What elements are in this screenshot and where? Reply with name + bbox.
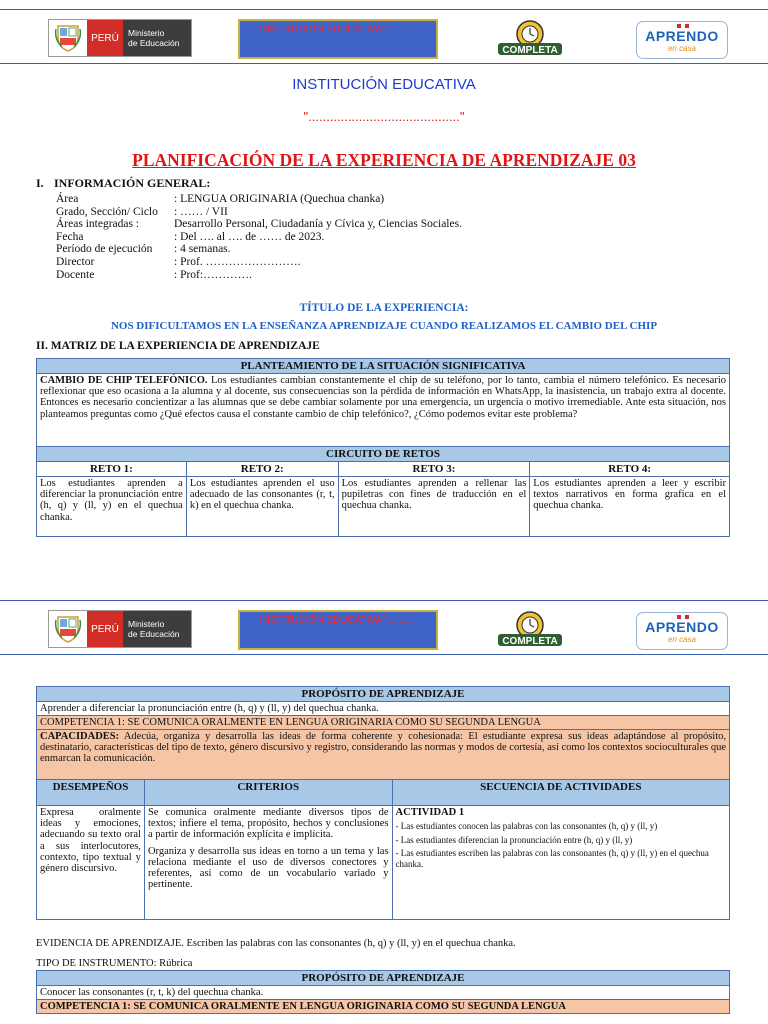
header-bottom-rule (0, 654, 768, 655)
institucion-box: INSTITUCIÓN EDUCATIVA "........." (238, 610, 438, 650)
header-top-rule (0, 600, 768, 601)
svg-text:COMPLETA: COMPLETA (502, 45, 558, 56)
reto-2-text: Los estudiantes aprenden el uso adecuado de las consonantes (r, t, k) en el quechua chanka. (186, 477, 338, 537)
reto-4-text: Los estudiantes aprenden a leer y escribir textos narrativos en forma grafica en el quechua chanka. (530, 477, 730, 537)
ministerio-label: Ministerio de Educación (123, 20, 191, 56)
flag-icon (677, 24, 689, 28)
desempenos-cell: Expresa oralmente ideas y emociones, adecuando su texto oral a sus interlocutores, contexto, tipo textual y género discursivo. (37, 806, 145, 920)
jornada-completa-logo (494, 19, 566, 61)
page-header-1 (0, 9, 768, 65)
matriz-table (36, 358, 730, 537)
page-header-2 (0, 600, 768, 656)
reto-4-label: RETO 4: (530, 462, 730, 477)
institucion-name-placeholder: ".........................................." (303, 109, 465, 124)
institucion-box: INSTITUCIÓN EDUCATIVA "........." (238, 19, 438, 59)
minedu-logo (48, 610, 192, 648)
flag-icon (677, 615, 689, 619)
secuencia-cell (392, 806, 729, 920)
experiencia-title: NOS DIFICULTAMOS EN LA ENSEÑANZA APRENDIZAJE CUANDO REALIZAMOS EL CAMBIO DEL CHIP (110, 320, 658, 332)
info-key: Director (56, 255, 95, 268)
reto-1-label: RETO 1: (37, 462, 187, 477)
info-key: Áreas integradas : (56, 218, 140, 231)
actividad-label: ACTIVIDAD 1 (395, 807, 465, 818)
reto-2-label: RETO 2: (186, 462, 338, 477)
proposito-table-2 (36, 970, 730, 1014)
info-value: Desarrollo Personal, Ciudadanía y Cívica y, Ciencias Sociales. (174, 218, 462, 231)
peru-shield-icon (49, 20, 87, 56)
criterios-header: CRITERIOS (144, 780, 392, 806)
experiencia-label: TÍTULO DE LA EXPERIENCIA: (299, 302, 469, 314)
peru-shield-icon (49, 611, 87, 647)
info-value: : 4 semanas. (174, 243, 231, 256)
general-info (56, 193, 462, 281)
info-key: Docente (56, 268, 95, 281)
jornada-completa-logo (494, 610, 566, 652)
peru-label: PERÚ (87, 20, 123, 56)
info-value: : Prof. ……………………. (174, 255, 301, 268)
competencia-row: COMPETENCIA 1: SE COMUNICA ORALMENTE EN LENGUA ORIGINARIA COMO SU SEGUNDA LENGUA (37, 1000, 730, 1014)
list-item: - Las estudiantes conocen las palabras con las consonantes (h, q) y (ll, y) (395, 821, 658, 831)
proposito-table-1 (36, 686, 730, 920)
info-row (56, 256, 462, 269)
section-2-heading: II. MATRIZ DE LA EXPERIENCIA DE APRENDIZAJE (36, 340, 320, 352)
info-row (56, 243, 462, 256)
instrumento-text: TIPO DE INSTRUMENTO: Rúbrica (36, 958, 193, 969)
info-row (56, 269, 462, 282)
svg-text:COMPLETA: COMPLETA (502, 636, 558, 647)
secuencia-header: SECUENCIA DE ACTIVIDADES (392, 780, 729, 806)
info-row (56, 218, 462, 231)
info-value: : Prof:…………. (174, 268, 252, 281)
info-row (56, 231, 462, 244)
list-item: - Las estudiantes diferencian la pronunciación entre (h, q) y (ll, y) (395, 834, 633, 845)
info-key: Período de ejecución (56, 243, 153, 256)
header-top-rule (0, 9, 768, 10)
aprendo-en-casa-logo: APRENDO en casa (636, 612, 728, 650)
proposito-text: Conocer las consonantes (r, t, k) del quechua chanka. (37, 986, 730, 1000)
capacidades-row: CAPACIDADES: Adecúa, organiza y desarrolla las ideas de forma coherente y cohesionada: El estudiante expresa sus ideas adaptándose al propósito, destinatario, características del tipo de texto, género discursivo y registro, considerando las normas y modos de cortesía, así como los contextos socioculturales que enmarcan la comunicación. (37, 730, 730, 780)
actividades-list (396, 821, 726, 869)
info-row (56, 206, 462, 219)
reto-3-label: RETO 3: (338, 462, 530, 477)
competencia-row: COMPETENCIA 1: SE COMUNICA ORALMENTE EN LENGUA ORIGINARIA COMO SU SEGUNDA LENGUA (37, 716, 730, 730)
aprendo-en-casa-logo: APRENDO en casa (636, 21, 728, 59)
info-key: Área (56, 193, 79, 205)
info-row (56, 193, 462, 206)
reto-1-text: Los estudiantes aprenden a diferenciar la pronunciación entre (h, q) y (ll, y) en el quechua chanka. (37, 477, 187, 537)
info-value: : LENGUA ORIGINARIA (Quechua chanka) (174, 193, 385, 205)
institucion-title: INSTITUCIÓN EDUCATIVA (292, 76, 476, 93)
header-bottom-rule (0, 63, 768, 64)
info-value: : Del …. al …. de …… de 2023. (174, 230, 325, 243)
document-title: PLANIFICACIÓN DE LA EXPERIENCIA DE APRENDIZAJE 03 (132, 150, 636, 170)
desempenos-header: DESEMPEÑOS (37, 780, 145, 806)
criterios-cell: Se comunica oralmente mediante diversos tipos de textos; infiere el tema, propósito, hechos y conclusiones a partir de información explícita e implícita. Organiza y desarrolla sus ideas en torno a un tema y las relaciona mediante el uso de diversos conectores y referentes, así como de un vocabulario variado y pertinente. (144, 806, 392, 920)
proposito-header: PROPÓSITO DE APRENDIZAJE (37, 971, 730, 986)
evidencia-text: EVIDENCIA DE APRENDIZAJE. Escriben las palabras con las consonantes (h, q) y (ll, y) en el quechua chanka. (36, 938, 516, 949)
proposito-text: Aprender a diferenciar la pronunciación entre (h, q) y (ll, y) del quechua chanka. (37, 702, 730, 716)
planteamiento-header: PLANTEAMIENTO DE LA SITUACIÓN SIGNIFICATIVA (37, 359, 730, 374)
minedu-logo (48, 19, 192, 57)
proposito-header: PROPÓSITO DE APRENDIZAJE (37, 687, 730, 702)
info-key: Grado, Sección/ Ciclo (56, 205, 158, 218)
list-item: - Las estudiantes escriben las palabras con las consonantes (h, q) y (ll, y) en el quechua chanka. (395, 848, 709, 869)
ministerio-label: Ministerio de Educación (123, 611, 191, 647)
reto-3-text: Los estudiantes aprenden a rellenar las pupiletras con fines de traducción en el quechua chanka. (338, 477, 530, 537)
section-1-heading: I. INFORMACIÓN GENERAL: (36, 176, 211, 190)
circuito-header: CIRCUITO DE RETOS (37, 447, 730, 462)
situacion-significativa: CAMBIO DE CHIP TELEFÓNICO. Los estudiantes cambian constantemente el chip de su teléfono, por lo tanto, cambia el número telefónico. Es necesario reflexionar que eso ocasiona a la alumna y al docente, sus consecuencias son la pérdida de información en WhatsApp, la inasistencia, un trabajo extra al docente. Entonces es necesario concientizar a las alumnas que se debe cambiar solamente por una emergencia, un urgencia o motivo irremediable. Ante esta situación, nos planteamos preguntas como ¿Qué efectos causa el constante cambio de chip telefónico?, ¿Cómo podemos evitar este problema? (37, 374, 730, 447)
peru-label: PERÚ (87, 611, 123, 647)
info-value: : …… / VII (174, 205, 228, 218)
info-key: Fecha (56, 230, 84, 243)
